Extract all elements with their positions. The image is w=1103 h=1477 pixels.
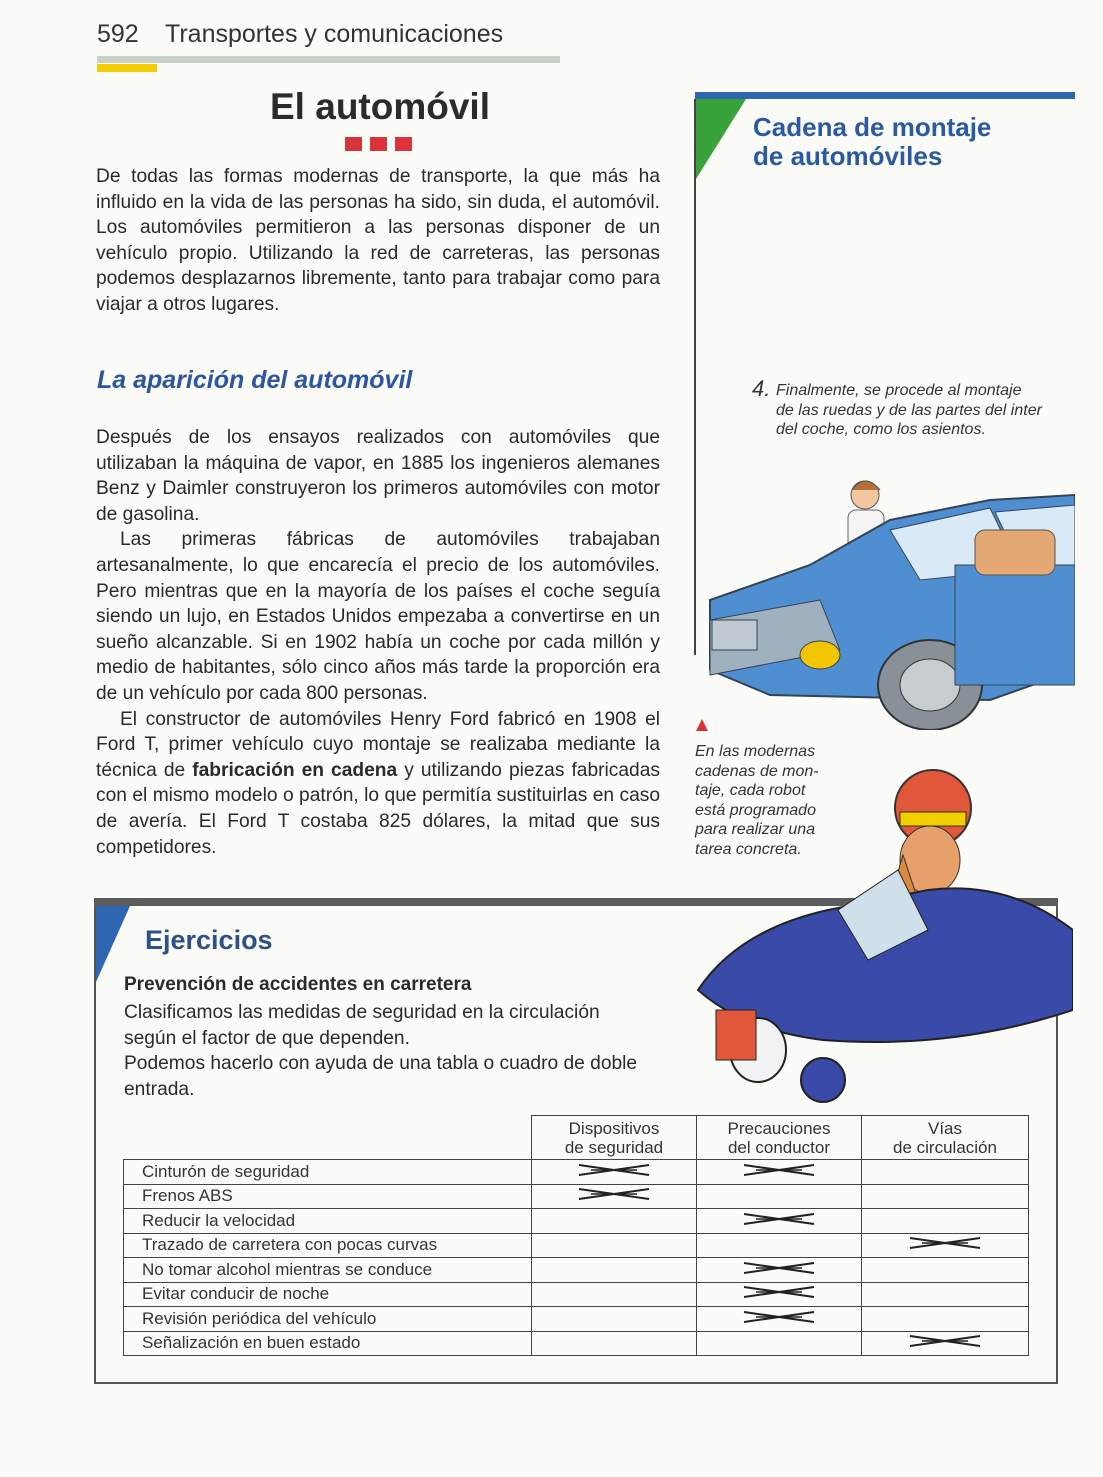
body-paragraph-2: Las primeras fábricas de automóviles trabajaban artesanalmente, lo que encarecía el precio de los automóviles. Pero mientras que en la mayoría de los países el coche seguía siendo un lujo, en Estados Unidos empezaba a convertirse en un sueño alcanzable. Si en 1902 había un coche por cada millón y medio de habitantes, sólo cinco años más tarde la proporción era de un vehículo por cada 800 personas.	[96, 529, 660, 704]
sidebar-top-bar	[695, 92, 1075, 99]
table-cell	[862, 1184, 1029, 1209]
step-number: 4.	[752, 376, 771, 401]
row-label: No tomar alcohol mientras se conduce	[124, 1258, 532, 1283]
table-corner	[124, 1116, 532, 1160]
table-cell	[862, 1233, 1029, 1258]
table-row	[124, 1209, 1029, 1234]
cartoon-driver-illustration	[688, 760, 1073, 1110]
table-row	[124, 1307, 1029, 1332]
step-description: Finalmente, se procede al montaje de las ruedas y de las partes del inter del coche, como los asientos.	[776, 382, 1042, 438]
body-paragraph-1: Después de los ensayos realizados con automóviles que utilizaban la máquina de vapor, en 1885 los ingenieros alemanes Benz y Daimler construyeron los primeros automóviles con motor de gasolina.	[96, 427, 660, 525]
caption-marker-icon	[696, 719, 708, 731]
table-cell	[697, 1184, 862, 1209]
article-body	[96, 425, 660, 860]
table-cell	[532, 1233, 697, 1258]
column-header: Vías de circulación	[862, 1116, 1029, 1160]
table-cell	[862, 1331, 1029, 1356]
table-cell	[862, 1282, 1029, 1307]
column-header: Dispositivos de seguridad	[532, 1116, 697, 1160]
table-cell	[532, 1160, 697, 1185]
cross-mark-icon	[908, 1236, 982, 1250]
cross-mark-icon	[742, 1212, 816, 1226]
intro-paragraph: De todas las formas modernas de transporte, la que más ha influido en la vida de las personas ha sido, sin duda, el automóvil. Los automóviles permitieron a las personas disponer de un vehículo propio. Utilizando la red de carreteras, las personas podemos desplazarnos libremente, tanto para trabajar como para viajar a otros lugares.	[96, 166, 660, 315]
row-label: Trazado de carretera con pocas curvas	[124, 1233, 532, 1258]
table-row	[124, 1258, 1029, 1283]
row-label: Señalización en buen estado	[124, 1331, 532, 1356]
exercises-heading: Ejercicios	[145, 925, 273, 955]
illustration-caption: En las modernas cadenas de mon- taje, cada robot está programado para realizar una tarea concreta.	[695, 743, 819, 858]
section-heading: La aparición del automóvil	[97, 366, 413, 394]
row-label: Evitar conducir de noche	[124, 1282, 532, 1307]
table-row	[124, 1184, 1029, 1209]
table-cell	[697, 1307, 862, 1332]
sidebar-heading: Cadena de montaje de automóviles	[753, 112, 992, 171]
page-number: 592	[97, 20, 139, 48]
table-row	[124, 1160, 1029, 1185]
car-assembly-illustration	[690, 470, 1075, 730]
table-cell	[532, 1258, 697, 1283]
bold-term: fabricación en cadena	[192, 759, 398, 781]
column-header: Precauciones del conductor	[697, 1116, 862, 1160]
sidebar-green-triangle	[696, 99, 748, 181]
article-title: El automóvil	[270, 86, 490, 127]
exercises-subheading: Prevención de accidentes en carretera	[124, 974, 472, 995]
header-accent	[97, 64, 157, 72]
table-cell	[697, 1282, 862, 1307]
table-cell	[697, 1233, 862, 1258]
classification-table	[123, 1115, 1029, 1356]
table-cell	[532, 1184, 697, 1209]
cross-mark-icon	[742, 1261, 816, 1275]
table-cell	[697, 1209, 862, 1234]
table-cell	[697, 1258, 862, 1283]
table-cell	[532, 1307, 697, 1332]
table-cell	[862, 1307, 1029, 1332]
header-rule	[97, 56, 560, 63]
table-cell	[532, 1282, 697, 1307]
row-label: Cinturón de seguridad	[124, 1160, 532, 1185]
section-title: Transportes y comunicaciones	[165, 20, 504, 48]
cross-mark-icon	[577, 1163, 651, 1177]
row-label: Reducir la velocidad	[124, 1209, 532, 1234]
table-header-row	[124, 1116, 1029, 1160]
title-ornament	[345, 137, 412, 151]
cross-mark-icon	[742, 1163, 816, 1177]
table-cell	[532, 1209, 697, 1234]
table-row	[124, 1282, 1029, 1307]
table-cell	[697, 1160, 862, 1185]
table-cell	[532, 1331, 697, 1356]
row-label: Revisión periódica del vehículo	[124, 1307, 532, 1332]
cross-mark-icon	[742, 1310, 816, 1324]
table-row	[124, 1233, 1029, 1258]
cross-mark-icon	[908, 1334, 982, 1348]
table-row	[124, 1331, 1029, 1356]
table-cell	[697, 1331, 862, 1356]
row-label: Frenos ABS	[124, 1184, 532, 1209]
exercises-text: Clasificamos las medidas de seguridad en la circulación según el factor de que dependen. Podemos hacerlo con ayuda de una tabla o cuadro de doble entrada.	[124, 1002, 638, 1100]
table-cell	[862, 1258, 1029, 1283]
table-cell	[862, 1160, 1029, 1185]
table-cell	[862, 1209, 1029, 1234]
cross-mark-icon	[577, 1187, 651, 1201]
cross-mark-icon	[742, 1285, 816, 1299]
body-paragraph-3: El constructor de automóviles Henry Ford fabricó en 1908 el Ford T, primer vehículo cuyo montaje se realizaba mediante la técnica de fabricación en cadena y utilizando piezas fabricadas con el mismo modelo o patrón, lo que permitía sustituirlas en caso de avería. El Ford T costaba 825 dólares, la mitad que sus competidores.	[96, 708, 660, 858]
